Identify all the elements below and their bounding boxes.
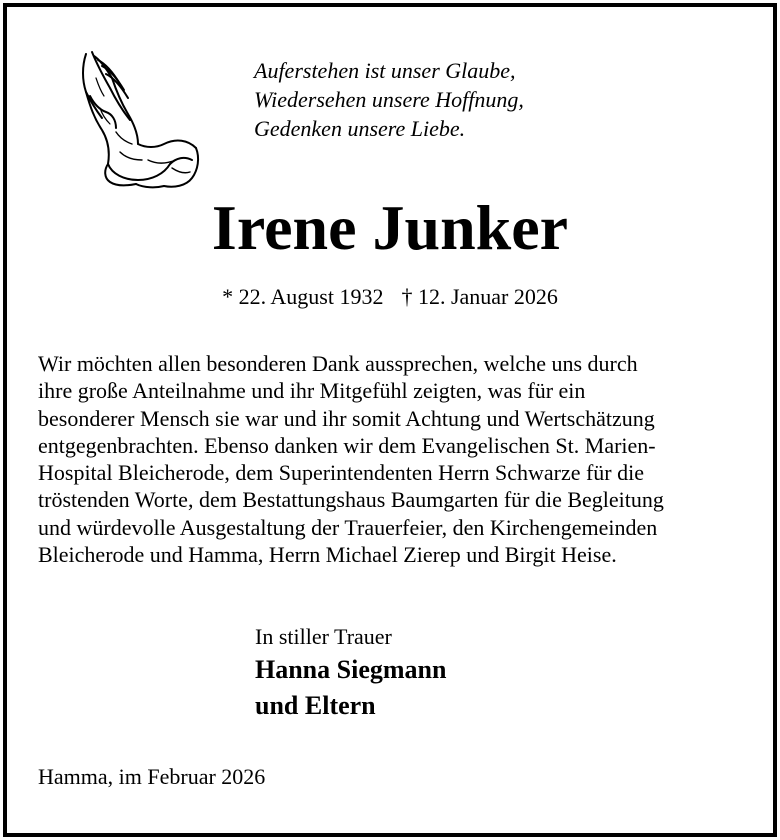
thank-you-message xyxy=(38,350,748,568)
message-line: Bleicherode und Hamma, Herrn Michael Zierep und Birgit Heise. xyxy=(38,542,617,568)
birth-date: * 22. August 1932 xyxy=(222,284,384,309)
message-line: Wir möchten allen besonderen Dank aussprechen, welche uns durch xyxy=(38,351,638,376)
mourning-label: In stiller Trauer xyxy=(255,624,392,649)
praying-hands-icon xyxy=(72,48,204,190)
motto-line: Gedenken unsere Liebe. xyxy=(254,116,466,141)
message-line: ihre große Anteilnahme und ihr Mitgefühl zeigten, was für ein xyxy=(38,378,586,404)
mourner-name: und Eltern xyxy=(255,691,376,720)
deceased-name: Irene Junker xyxy=(211,192,569,263)
message-line: tröstenden Worte, dem Bestattungshaus Baumgarten für die Begleitung xyxy=(38,487,664,513)
place-and-date: Hamma, im Februar 2026 xyxy=(38,764,266,789)
life-dates xyxy=(0,282,780,312)
message-line: besonderer Mensch sie war und ihr somit Achtung und Wertschätzung xyxy=(38,405,655,431)
memorial-motto xyxy=(254,56,524,143)
mourning-signature xyxy=(255,622,446,724)
message-line: entgegenbrachten. Ebenso danken wir dem Evangelischen St. Marien- xyxy=(38,432,656,458)
death-date: † 12. Januar 2026 xyxy=(401,284,558,309)
message-line: Hospital Bleicherode, dem Superintendenten Herrn Schwarze für die xyxy=(38,460,645,486)
motto-line: Auferstehen ist unser Glaube, xyxy=(254,58,516,83)
message-line: und würdevolle Ausgestaltung der Trauerfeier, den Kirchengemeinden xyxy=(38,514,658,540)
mourner-name: Hanna Siegmann xyxy=(255,655,447,684)
motto-line: Wiedersehen unsere Hoffnung, xyxy=(254,87,524,112)
